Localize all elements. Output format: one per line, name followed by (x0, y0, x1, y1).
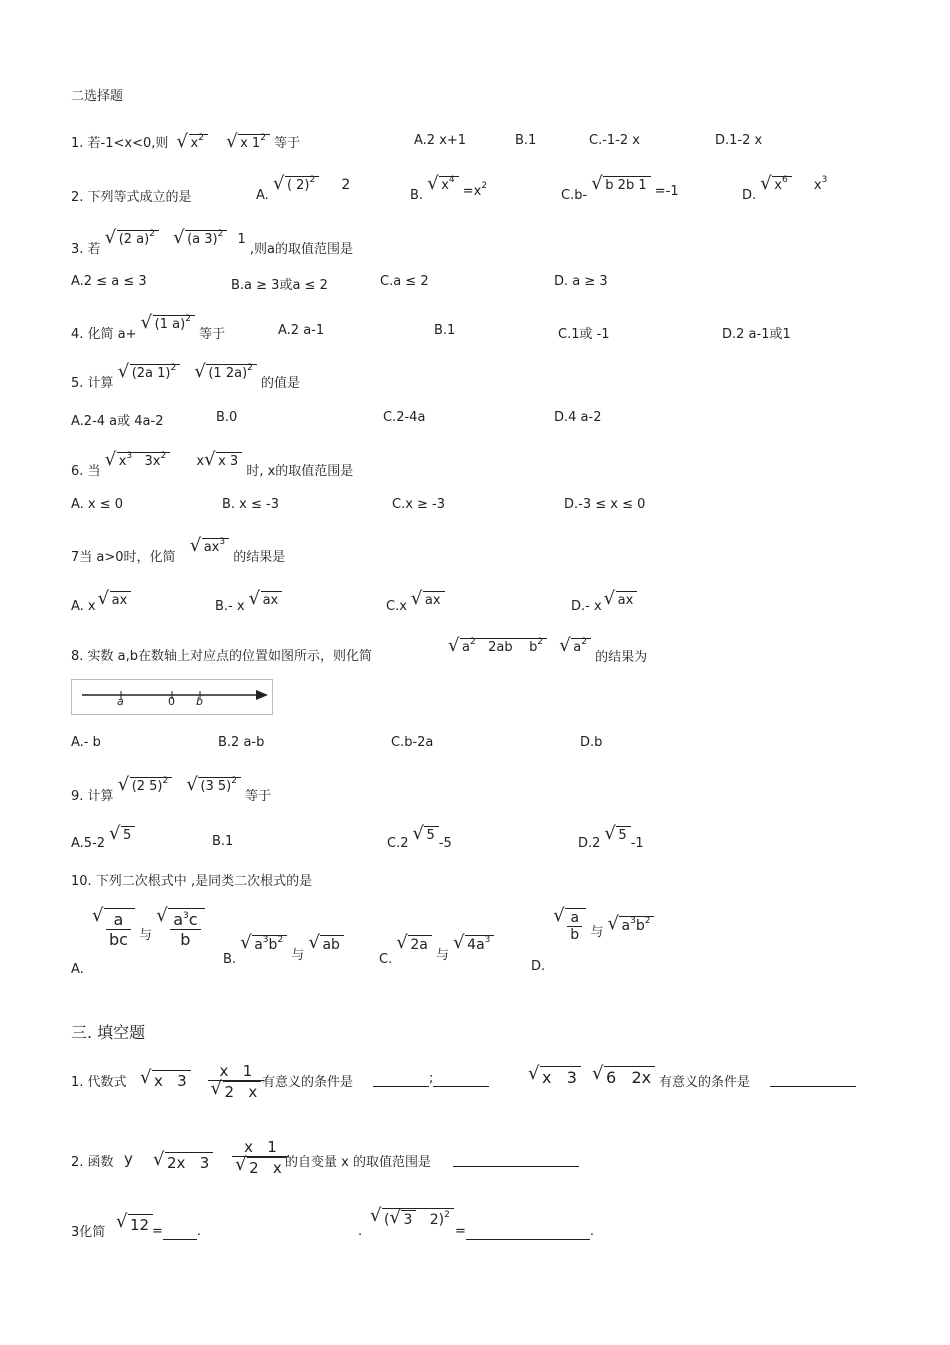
axis-label-b: b (196, 695, 203, 708)
q8-option-a: A.- b (71, 735, 101, 750)
f1-expression: √ x 3 x 1 √ 2 x (140, 1062, 264, 1101)
f2-domain-label: 的自变量 x 的取值范围是 (285, 1155, 431, 1170)
radical: x 3 (152, 1070, 191, 1090)
radical: $a^2$ (571, 638, 591, 655)
q10-option-b: B. √ $a^3b^2$ 与 √ ab (223, 934, 344, 953)
q8-expression: √ $a^2$ 2ab $b^2$ √ $a^2$ 的结果为 (448, 636, 647, 655)
q6-option-a: A. x ≤ 0 (71, 497, 124, 512)
q10-option-c: C. √ 2a 与 √ $4a^3$ (379, 934, 494, 953)
q2-option-a: A. √ ( 2)$^2$ 2 (256, 176, 350, 193)
radical: ( 2)$^2$ (285, 176, 319, 193)
q6-option-b: B. x ≤ -3 (222, 497, 279, 512)
f1-blank-1[interactable]: ; (373, 1071, 489, 1087)
f3-expression: √ (√ 3 2)$^2$ (370, 1208, 454, 1228)
f3-radical-12: √ 12 (116, 1214, 153, 1234)
q9-option-a: A.5-2√ 5 (71, 826, 135, 843)
question-2: 2. 下列等式成立的是 (71, 190, 192, 205)
f1-expression-2: √ x 3 √ 6 2x (528, 1066, 655, 1087)
f3-blank-2[interactable]: = . (455, 1224, 595, 1239)
q4-option-d: D.2 a-1或1 (722, 327, 791, 342)
radical: (a 3)$^2$ (185, 230, 227, 247)
q4-option-b: B.1 (434, 323, 456, 338)
question-5: 5. 计算 √ (2a 1)$^2$ √ (1 2a)$^2$ 的值是 (71, 362, 300, 381)
q2-option-b: B. √ $x^4 =x^2$ (410, 176, 487, 193)
f1-blank-2[interactable] (770, 1071, 856, 1087)
radical: (1 2a)$^2$ (206, 364, 257, 381)
q9-option-b: B.1 (212, 834, 234, 849)
radical: $a^2$ 2ab $b^2$ (460, 638, 547, 655)
q3-option-c: C.a ≤ 2 (380, 274, 429, 289)
question-1: 1. 若-1<x<0,则 √ $x^2$ √ x $1^2$ 等于 (71, 132, 300, 151)
q7-option-b: B.- x√ ax (215, 591, 282, 608)
radical: x 3 (216, 452, 242, 469)
question-4: 4. 化简 a+ √ (1 a)$^2$ 等于 (71, 313, 225, 332)
q10-option-a: A. √ $\frac{a}{bc}$ 与 √ $\frac{a^3c}{b}$ (71, 908, 205, 949)
question-3: 3. 若 √ (2 a)$^2$ √ (a 3)$^2$ 1 ,则a的取值范围是 (71, 228, 353, 247)
f2-y: y (124, 1150, 133, 1168)
q3-option-b: B.a ≥ 3或a ≤ 2 (231, 278, 328, 293)
q8-option-d: D.b (580, 735, 603, 750)
q3-option-a: A.2 ≤ a ≤ 3 (71, 274, 147, 289)
radical: b 2b 1 (603, 176, 650, 193)
radical: $x^2$ (189, 134, 208, 151)
q4-option-a: A.2 a-1 (278, 323, 325, 338)
radical: $x^4$ (439, 176, 458, 193)
radical: (3 5)$^2$ (198, 777, 241, 794)
radical: $x^6$ (772, 176, 791, 193)
q9-option-d: D.2√ 5-1 (578, 826, 644, 843)
q1-option-b: B.1 (515, 133, 537, 148)
f3-blank-1[interactable]: = . (152, 1224, 202, 1239)
f2-blank[interactable] (453, 1151, 579, 1167)
question-7: 7当 a>0时，化简 √ $ax^3$ 的结果是 (71, 536, 285, 555)
f1-condition-label: 有意义的条件是 (262, 1075, 354, 1090)
radical: $ax^3$ (202, 538, 229, 555)
q2-option-d: D. √ $x^6$ $x^3$ (742, 176, 827, 193)
section-title-choice: 二选择题 (71, 89, 124, 104)
q7-option-c: C.x√ ax (386, 591, 445, 608)
q4-option-c: C.1或 -1 (558, 327, 610, 342)
number-line-figure (71, 679, 273, 715)
q5-option-c: C.2-4a (383, 410, 426, 425)
fill-question-2: 2. 函数 (71, 1155, 114, 1170)
q5-option-a: A.2-4 a或 4a-2 (71, 414, 164, 429)
q7-option-d: D.- x√ ax (571, 591, 637, 608)
fill-question-1: 1. 代数式 (71, 1075, 127, 1090)
radical: $x^3$ $3x^2$ (117, 452, 171, 469)
radical: (2a 1)$^2$ (130, 364, 181, 381)
q3-option-d: D. a ≥ 3 (554, 274, 608, 289)
q9-option-c: C.2√ 5-5 (387, 826, 452, 843)
q7-option-a: A. x√ ax (71, 591, 131, 608)
radical: (1 a)$^2$ (153, 315, 195, 332)
question-10: 10. 下列二次根式中 ,是同类二次根式的是 (71, 874, 313, 889)
q6-option-c: C.x ≥ -3 (392, 497, 446, 512)
radical: (2 a)$^2$ (117, 230, 159, 247)
section-title-fill-blank: 三. 填空题 (71, 1023, 146, 1042)
q1-option-c: C.-1-2 x (589, 133, 640, 148)
radical: (2 5)$^2$ (130, 777, 173, 794)
q6-option-d: D.-3 ≤ x ≤ 0 (564, 497, 646, 512)
q5-option-b: B.0 (216, 410, 238, 425)
question-8: 8. 实数 a,b在数轴上对应点的位置如图所示，则化简 (71, 649, 373, 664)
radical: x $1^2$ (238, 134, 270, 151)
q1-option-d: D.1-2 x (715, 133, 763, 148)
q2-option-c: C.b- √ b 2b 1 =-1 (561, 176, 679, 193)
q5-option-d: D.4 a-2 (554, 410, 602, 425)
f2-expression: √ 2x 3 x 1 √ 2 x (153, 1138, 289, 1177)
question-text: 1. 若-1<x<0,则 (71, 136, 169, 151)
f3-lead-dot: . (358, 1224, 363, 1239)
q1-option-a: A.2 x+1 (414, 133, 467, 148)
q8-option-b: B.2 a-b (218, 735, 265, 750)
q10-option-d: D. √ $\frac{a}{b}$ 与 √ $a^3b^2$ (531, 908, 654, 943)
q8-option-c: C.b-2a (391, 735, 434, 750)
axis-label-zero: 0 (168, 695, 175, 708)
fill-question-3: 3化简 (71, 1225, 106, 1240)
axis-label-a: a (117, 695, 124, 708)
f1-condition-label-2: 有意义的条件是 (659, 1075, 751, 1090)
question-9: 9. 计算 √ (2 5)$^2$ √ (3 5)$^2$ 等于 (71, 775, 271, 794)
question-6: 6. 当 √ $x^3$ $3x^2$ x√ x 3 时, x的取值范围是 (71, 450, 353, 469)
